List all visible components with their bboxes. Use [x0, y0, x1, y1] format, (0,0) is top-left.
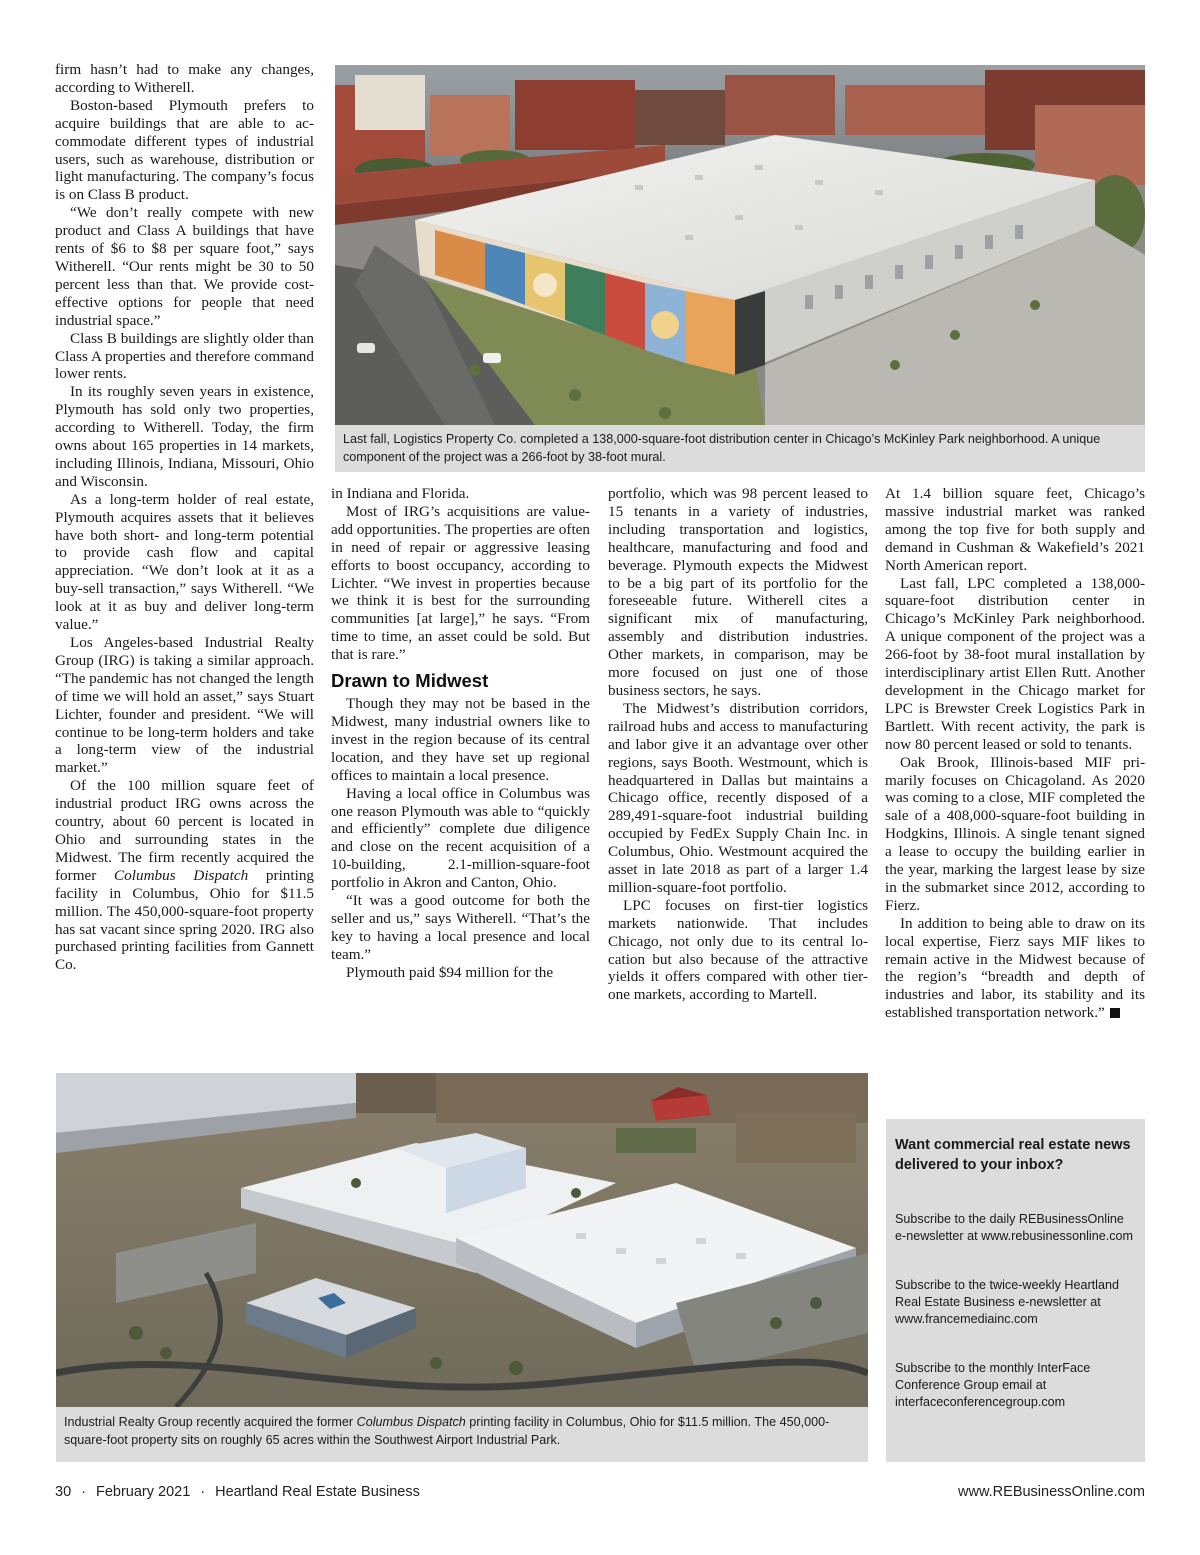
paragraph: In its roughly seven years in existence, Plymouth has sold only two properties, according to Witherell. Today, the firm owns about 165 properties in 14 markets, including Illinois, Indiana, Missouri, Ohio and Wisconsin. [55, 383, 314, 490]
article-column-3 [608, 485, 868, 1004]
publication-name: Heartland Real Estate Business [215, 1484, 420, 1500]
paragraph: “We don’t really compete with new product and Class A buildings that have rents of $6 to $8 per square foot,” says Witherell. “Our rents might be 30 to 50 percent less than that. We provide cost-effective options for people that need industrial space.” [55, 204, 314, 329]
article-column-1 [55, 61, 314, 974]
photo-caption: Industrial Realty Group recently acquired the former Columbus Dispatch printing facility in Columbus, Ohio for $11.5 million. The 450,000-square-foot property sits on roughly 65 acres within the Southwest Airport Industrial Park. [56, 1407, 868, 1462]
sidebar-heading: Want commercial real estate news delivered to your inbox? [895, 1137, 1131, 1173]
paragraph: Though they may not be based in the Midwest, many industrial owners like to invest in the region because of its central location, and they have set up regional offices to maintain a local presence. [331, 695, 590, 784]
paragraph: LPC focuses on first-tier logistics markets nationwide. That includes Chicago, not only due to its central location but also because of the attractive yields it offers compared with other tier-one markets, according to Martell. [608, 896, 868, 1004]
section-heading: Drawn to Midwest [331, 670, 489, 692]
page-number: 30 [55, 1484, 72, 1500]
website-url: www.REBusinessOnline.com [958, 1484, 1145, 1500]
footer-folio [55, 1484, 420, 1500]
paragraph: portfolio, which was 98 percent leased to 15 tenants in a variety of industries, including transportation and logistics, healthcare, manufacturing and food and beverage. Plymouth expects the Midwest to be a big part of its portfolio for the foreseeable future. Witherell cites a significant mix of manufacturing, assembly and distribution industries. Other markets, in comparison, may be more focused on just one of those business sectors, he says. [608, 485, 868, 699]
paragraph: At 1.4 billion square feet, Chicago’s massive industrial market was ranked among the top five for both supply and demand in Cushman & Wakefield’s 2021 North American report. [885, 485, 1145, 574]
separator: · [200, 1484, 206, 1500]
subscribe-item: Subscribe to the twice-weekly Heartland Real Estate Business e-newsletter at www.francemediainc.com [895, 1278, 1119, 1326]
subscribe-item: Subscribe to the monthly InterFace Conference Group email at interfaceconferencegroup.com [895, 1361, 1091, 1409]
paragraph: Plymouth paid $94 million for the [346, 963, 554, 981]
paragraph: As a long-term holder of real estate, Plymouth acquires assets that it believes have both short- and long-term potential to provide cash flow and capital appreciation. “We don’t look at it as a buy-sell transaction,” says Witherell. “We look at it as buy and deliver long-term value.” [55, 490, 314, 634]
paragraph: Of the 100 million square feet of industrial product IRG owns across the country, about 60 percent is located in Ohio and surrounding states in the Midwest. The firm recently acquired the former Columbus Dispatch printing facility in Columbus, Ohio for $11.5 million. The 450,000-square-foot property has sat vacant since spring 2020. IRG also purchased printing facilities from Gannett Co. [55, 777, 315, 974]
separator: · [81, 1484, 86, 1500]
paragraph: in Indiana and Florida. [331, 485, 470, 502]
paragraph: firm hasn’t had to make any changes, according to Witherell. [55, 61, 314, 96]
newsletter-sidebar [886, 1119, 1145, 1462]
paragraph: Oak Brook, Illinois-based MIF primarily focuses on Chicagoland. As 2020 was coming to a close, MIF completed the sale of a 408,000-square-foot building in Hodgkins, Illinois. A single tenant signed a lease to occupy the building earlier in the year, marking the largest lease by size in the submarket since 2012, according to Fierz. [885, 753, 1145, 914]
paragraph: “It was a good outcome for both the seller and us,” says Witherell. “That’s the key to having a local presence and local team.” [331, 892, 590, 963]
paragraph: Class B buildings are slightly older than Class A properties and therefore command lower rents. [55, 329, 314, 383]
paragraph: Boston-based Plymouth prefers to acquire buildings that are able to accommodate different types of industrial users, such as warehouse, distribution or light manufacturing. The company’s focus is on Class B product. [55, 96, 314, 204]
photo-chicago-distribution-center [335, 65, 1145, 425]
page-footer [55, 1484, 1145, 1506]
paragraph: Most of IRG’s acquisitions are value-add opportunities. The properties are often in need of repair or aggressive leasing efforts to boost occupancy, according to Lichter. “We invest in properties because we think it is best for the surrounding communities [at large],” he says. “From time to time, an asset could be sold. But that is rare.” [331, 502, 590, 664]
paragraph: Having a local office in Columbus was one reason Plymouth was able to “quickly and efficiently” complete due diligence and close on the recent acquisition of a 10-building, 2.1-million-square-foot portfolio in Akron and Canton, Ohio. [331, 784, 590, 892]
paragraph: The Midwest’s distribution corridors, railroad hubs and access to manufacturing and labor give it an advantage over other regions, says Booth. Westmount, which is headquartered in Dallas but maintains a Chicago office, recently disposed of a 289,491-square-foot industrial building occupied by FedEx Supply Chain Inc. in Columbus, Ohio. Westmount acquired the asset in late 2018 as part of a larger 1.4 million-square-foot portfolio. [608, 699, 868, 896]
paragraph: Last fall, LPC completed a 138,000-square-foot distribution center in Chicago’s McKinley Park neighborhood. A unique component of the project was a 266-foot by 38-foot mural installation by interdisciplinary artist Ellen Rutt. Another development in the Chicago market for LPC is Brewster Creek Logistics Park in Bartlett. With recent activity, the park is now 80 percent leased or sold to tenants. [885, 574, 1145, 753]
article-column-2 [331, 485, 590, 982]
subscribe-item: Subscribe to the daily REBusinessOnline e-newsletter at www.rebusinessonline.com [895, 1212, 1133, 1243]
paragraph: In addition to being able to draw on its local expertise, Fierz says MIF likes to remain active in the Midwest because of the region’s “breadth and depth of industries and labor, its stability and its established transportation network.” [885, 914, 1145, 1022]
paragraph: Los Angeles-based Industrial Realty Group (IRG) is taking a similar approach. “The pandemic has not changed the length of time we will hold an asset,” says Stuart Lichter, founder and president. “We will continue to be long-term holders and take a long-term view of the industrial market.” [55, 634, 314, 777]
issue-date: February 2021 [95, 1484, 191, 1500]
photo-caption: Last fall, Logistics Property Co. completed a 138,000-square-foot distribution center in Chicago’s McKinley Park neighborhood. A unique component of the project was a 266-foot by 38-foot mural. [335, 425, 1145, 472]
photo-columbus-printing-facility [56, 1073, 868, 1407]
article-column-4 [885, 485, 1145, 1022]
